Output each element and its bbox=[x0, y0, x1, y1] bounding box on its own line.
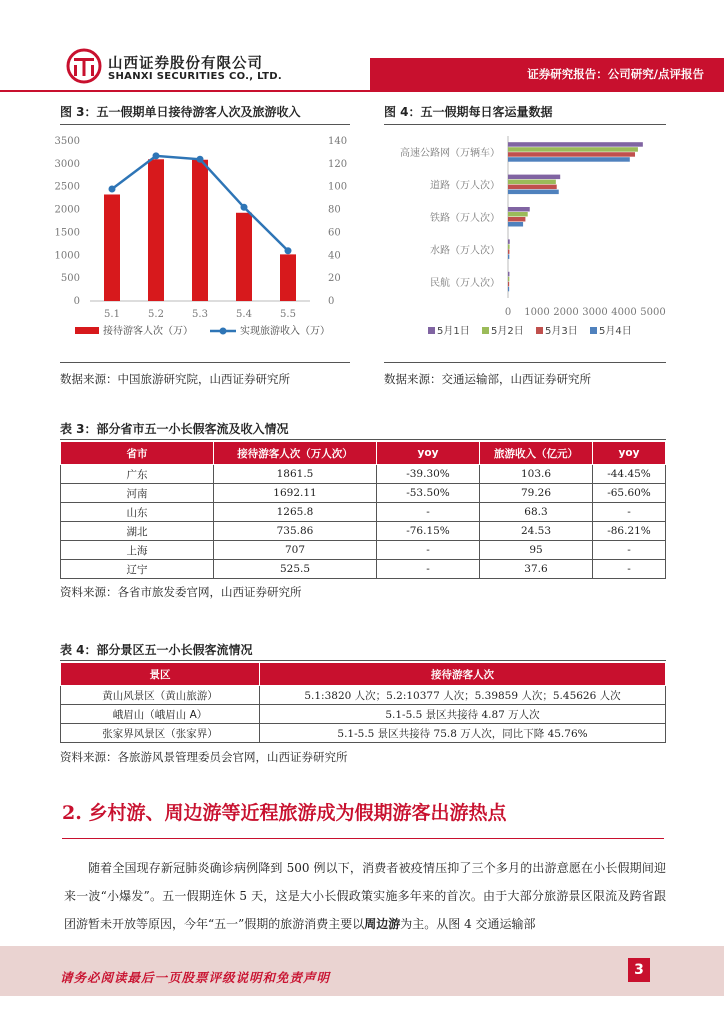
table3-title: 表 3：部分省市五一小长假客流及收入情况 bbox=[60, 422, 289, 436]
table3-cell: 707 bbox=[214, 541, 377, 560]
table3-cell: -86.21% bbox=[593, 522, 666, 541]
table3-cell: - bbox=[377, 560, 480, 579]
table3-cell: 1265.8 bbox=[214, 503, 377, 522]
legend-bar-swatch bbox=[75, 327, 99, 334]
category-label: 铁路（万人次） bbox=[430, 213, 500, 224]
table3-cell: -44.45% bbox=[593, 465, 666, 484]
y-right-tick-label: 40 bbox=[328, 250, 341, 262]
table3-header-cell: 接待游客人次（万人次） bbox=[214, 442, 377, 465]
footer-disclaimer: 请务必阅读最后一页股票评级说明和免责声明 bbox=[60, 970, 331, 985]
traffic-bar bbox=[508, 180, 556, 185]
y-left-tick-label: 3000 bbox=[54, 158, 80, 170]
table3-cell: 68.3 bbox=[480, 503, 593, 522]
x-tick-label: 5.2 bbox=[148, 309, 164, 320]
report-type-label: 证券研究报告：公司研究/点评报告 bbox=[527, 67, 704, 81]
traffic-bar bbox=[508, 185, 557, 190]
section2-heading-rule bbox=[62, 838, 664, 839]
traffic-bar bbox=[508, 152, 635, 157]
y-left-tick-label: 1500 bbox=[54, 227, 80, 239]
company-logo-icon bbox=[66, 48, 102, 84]
visitor-bar bbox=[148, 159, 164, 301]
table3-row bbox=[61, 503, 666, 522]
y-left-tick-label: 1000 bbox=[54, 250, 80, 262]
legend-label: 5月3日 bbox=[545, 326, 578, 337]
x-tick-label: 5.3 bbox=[192, 309, 208, 320]
table4-cell: 5.1:3820 人次；5.2:10377 人次；5.39859 人次；5.45626 人次 bbox=[260, 686, 666, 705]
table3-source: 资料来源：各省市旅发委官网，山西证券研究所 bbox=[60, 585, 302, 599]
table3-cell: 广东 bbox=[61, 465, 214, 484]
x-tick-label: 4000 bbox=[611, 307, 637, 318]
legend-label: 5月2日 bbox=[491, 326, 524, 337]
report-type-band bbox=[370, 58, 724, 90]
category-label: 高速公路网（万辆车） bbox=[400, 148, 500, 160]
table4-header-row bbox=[61, 663, 666, 686]
table4-header-cell: 景区 bbox=[61, 663, 260, 686]
table4-title-rule bbox=[60, 660, 666, 661]
traffic-bar bbox=[508, 277, 509, 282]
table3-cell: 103.6 bbox=[480, 465, 593, 484]
table3-cell: 525.5 bbox=[214, 560, 377, 579]
revenue-point bbox=[285, 247, 292, 254]
category-label: 道路（万人次） bbox=[430, 180, 500, 192]
table3-cell: -39.30% bbox=[377, 465, 480, 484]
revenue-point bbox=[241, 204, 248, 211]
traffic-bar bbox=[508, 207, 530, 212]
section2-heading: 2. 乡村游、周边游等近程旅游成为假期游客出游热点 bbox=[62, 802, 507, 824]
table3-cell: 河南 bbox=[61, 484, 214, 503]
table3-cell: 上海 bbox=[61, 541, 214, 560]
legend-label: 5月1日 bbox=[437, 326, 470, 337]
traffic-bar bbox=[508, 239, 510, 244]
y-right-tick-label: 20 bbox=[328, 273, 341, 285]
table3-row bbox=[61, 541, 666, 560]
x-tick-label: 0 bbox=[504, 307, 512, 318]
traffic-bar bbox=[508, 249, 509, 254]
x-tick-label: 3000 bbox=[582, 307, 608, 318]
table3-row bbox=[61, 484, 666, 503]
figure3-source: 数据来源：中国旅游研究院，山西证券研究所 bbox=[60, 372, 290, 386]
table3-header-cell: yoy bbox=[593, 442, 666, 465]
traffic-bar bbox=[508, 282, 509, 287]
x-tick-label: 5.1 bbox=[104, 309, 120, 320]
table3-cell: -65.60% bbox=[593, 484, 666, 503]
paragraph-bold-term: 周边游 bbox=[364, 917, 401, 931]
figure3-title: 图 3：五一假期单日接待游客人次及旅游收入 bbox=[60, 105, 301, 119]
table4-cell: 张家界风景区（张家界） bbox=[61, 724, 260, 743]
y-right-tick-label: 120 bbox=[328, 158, 348, 170]
y-right-tick-label: 60 bbox=[328, 227, 341, 239]
traffic-bar bbox=[508, 175, 560, 180]
y-right-tick-label: 140 bbox=[328, 136, 348, 147]
traffic-bar bbox=[508, 244, 510, 249]
table3-cell: 山东 bbox=[61, 503, 214, 522]
legend-swatch bbox=[536, 327, 543, 334]
table4-cell: 5.1-5.5 景区共接待 75.8 万人次，同比下降 45.76% bbox=[260, 724, 666, 743]
visitor-bar bbox=[192, 160, 208, 301]
revenue-point bbox=[197, 156, 204, 163]
legend-bar-label: 接待游客人次（万） bbox=[103, 326, 193, 337]
figure4-title-rule bbox=[384, 124, 666, 125]
x-tick-label: 1000 bbox=[524, 307, 550, 318]
y-left-tick-label: 2500 bbox=[54, 181, 80, 193]
legend-swatch bbox=[590, 327, 597, 334]
y-right-tick-label: 80 bbox=[328, 204, 341, 216]
table3-title-rule bbox=[60, 439, 666, 440]
table3-cell: 1692.11 bbox=[214, 484, 377, 503]
traffic-bar bbox=[508, 157, 630, 162]
traffic-bar bbox=[508, 222, 523, 227]
table3-cell: 37.6 bbox=[480, 560, 593, 579]
y-left-tick-label: 2000 bbox=[54, 204, 80, 216]
table3-header-cell: yoy bbox=[377, 442, 480, 465]
table4-source: 资料来源：各旅游风景管理委员会官网，山西证券研究所 bbox=[60, 750, 348, 764]
page-number: 3 bbox=[628, 958, 650, 982]
traffic-bar bbox=[508, 142, 643, 147]
category-label: 水路（万人次） bbox=[430, 245, 500, 257]
table4 bbox=[60, 662, 666, 743]
visitor-bar bbox=[104, 194, 120, 301]
table3-cell: 湖北 bbox=[61, 522, 214, 541]
x-tick-label: 5.4 bbox=[236, 309, 252, 320]
visitor-bar bbox=[236, 213, 252, 301]
traffic-bar bbox=[508, 217, 525, 222]
category-label: 民航（万人次） bbox=[430, 277, 500, 289]
traffic-bar bbox=[508, 254, 509, 259]
table3-cell: 95 bbox=[480, 541, 593, 560]
table3-header-cell: 旅游收入（亿元） bbox=[480, 442, 593, 465]
table3-row bbox=[61, 522, 666, 541]
figure3-bottom-rule bbox=[60, 362, 350, 363]
table3 bbox=[60, 441, 666, 579]
figure3-title-rule bbox=[60, 124, 350, 125]
visitor-bar bbox=[280, 254, 296, 301]
x-tick-label: 2000 bbox=[553, 307, 579, 318]
table3-header-cell: 省市 bbox=[61, 442, 214, 465]
table3-cell: - bbox=[593, 560, 666, 579]
figure4-source: 数据来源：交通运输部，山西证券研究所 bbox=[384, 372, 591, 386]
x-tick-label: 5000 bbox=[640, 307, 666, 318]
table3-cell: -53.50% bbox=[377, 484, 480, 503]
company-name-en: SHANXI SECURITIES CO., LTD. bbox=[108, 71, 282, 82]
figure4-title: 图 4：五一假期每日客运量数据 bbox=[384, 105, 553, 119]
table3-row bbox=[61, 560, 666, 579]
legend-label: 5月4日 bbox=[599, 326, 632, 337]
table4-header-cell: 接待游客人次 bbox=[260, 663, 666, 686]
section2-paragraph bbox=[64, 854, 666, 938]
y-left-tick-label: 500 bbox=[60, 273, 80, 285]
y-right-tick-label: 0 bbox=[328, 296, 335, 307]
table3-cell: - bbox=[377, 503, 480, 522]
traffic-bar bbox=[508, 147, 638, 152]
traffic-bar bbox=[508, 272, 509, 277]
table3-cell: 735.86 bbox=[214, 522, 377, 541]
paragraph-text-1: 随着全国现存新冠肺炎确诊病例降到 500 例以下，消费者被疫情压抑了三个多月的出游意愿在小长假期间迎来一波“小爆发”。五一假期连休 5 天，这是大小长假政策实施多年来的首次。由于大部分旅游景区限流及跨省跟团游暂未开放等原因，今年“五一”假期的旅游消费主要以 bbox=[64, 861, 666, 931]
legend-swatch bbox=[428, 327, 435, 334]
legend-line-marker bbox=[220, 328, 227, 335]
table4-row bbox=[61, 686, 666, 705]
y-left-tick-label: 0 bbox=[73, 296, 80, 307]
table4-title: 表 4：部分景区五一小长假客流情况 bbox=[60, 643, 253, 657]
table3-cell: 1861.5 bbox=[214, 465, 377, 484]
figure4-bottom-rule bbox=[384, 362, 666, 363]
table3-cell: 79.26 bbox=[480, 484, 593, 503]
revenue-point bbox=[153, 152, 160, 159]
x-tick-label: 5.5 bbox=[280, 309, 296, 320]
table3-cell: - bbox=[593, 503, 666, 522]
table3-cell: - bbox=[593, 541, 666, 560]
table3-cell: 辽宁 bbox=[61, 560, 214, 579]
table3-header-row bbox=[61, 442, 666, 465]
figure3-chart bbox=[40, 126, 350, 362]
table4-cell: 峨眉山（峨眉山 A） bbox=[61, 705, 260, 724]
revenue-point bbox=[109, 186, 116, 193]
paragraph-text-2: 为主。从图 4 交通运输部 bbox=[400, 917, 536, 931]
table4-row bbox=[61, 724, 666, 743]
table4-cell: 黄山风景区（黄山旅游） bbox=[61, 686, 260, 705]
table3-cell: -76.15% bbox=[377, 522, 480, 541]
table3-row bbox=[61, 465, 666, 484]
legend-line-label: 实现旅游收入（万） bbox=[240, 326, 330, 337]
table3-cell: - bbox=[377, 541, 480, 560]
legend-swatch bbox=[482, 327, 489, 334]
traffic-bar bbox=[508, 287, 509, 292]
table4-row bbox=[61, 705, 666, 724]
traffic-bar bbox=[508, 212, 528, 217]
company-name-cn: 山西证券股份有限公司 bbox=[108, 56, 263, 72]
y-left-tick-label: 3500 bbox=[54, 136, 80, 147]
table3-cell: 24.53 bbox=[480, 522, 593, 541]
header-divider bbox=[0, 90, 724, 92]
traffic-bar bbox=[508, 190, 559, 195]
figure4-chart bbox=[378, 126, 668, 362]
y-right-tick-label: 100 bbox=[328, 181, 348, 193]
table4-cell: 5.1-5.5 景区共接待 4.87 万人次 bbox=[260, 705, 666, 724]
